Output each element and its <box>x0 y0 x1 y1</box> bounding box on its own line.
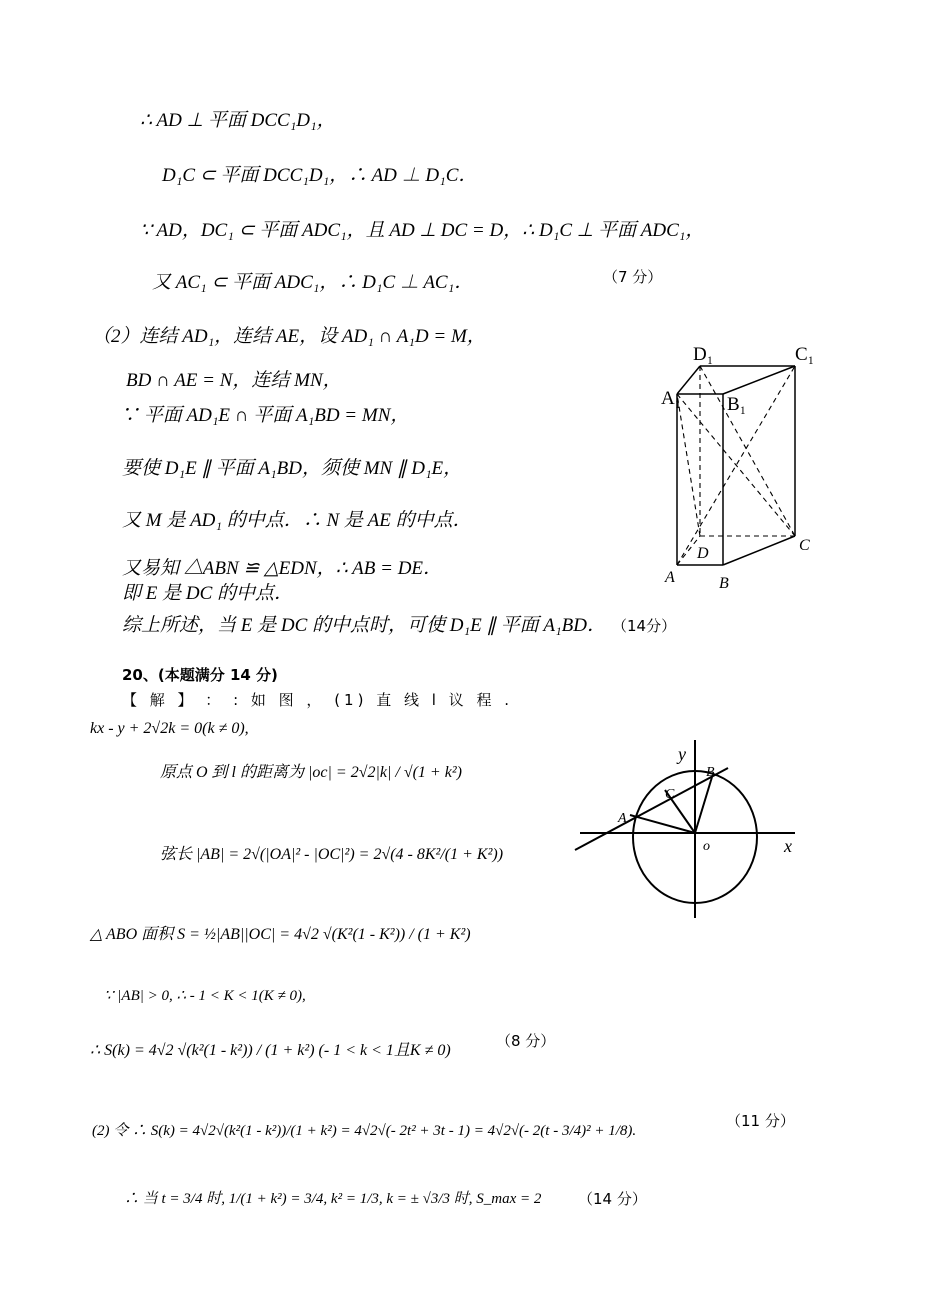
label-B1: B₁ <box>727 394 747 415</box>
score-14a: （14分） <box>612 617 677 635</box>
q20-chord: 弦长 |AB| = 2√(|OA|² - |OC|²) = 2√(4 - 8K²/(1 + K²)) <box>160 846 504 863</box>
q20-final: ∴ 当 t = 3/4 时, 1/(1 + k²) = 3/4, k² = 1/3, k = ± √3/3 时, S_max = 2 <box>124 1191 542 1207</box>
label-y: y <box>678 744 686 764</box>
q20-line-eq: kx - y + 2√2k = 0(k ≠ 0), <box>90 720 249 737</box>
part2-line-5: 又 M 是 AD₁ 的中点．∴ N 是 AE 的中点． <box>122 510 472 531</box>
label-D1: D₁ <box>693 344 714 365</box>
label-cC: C <box>665 787 675 802</box>
part2-line-6: 又易知 △ABN ≌ △EDN，∴ AB = DE． <box>122 558 443 579</box>
prism-figure <box>655 340 825 595</box>
q20-condition: ∵ |AB| > 0, ∴ - 1 < K < 1(K ≠ 0), <box>104 988 306 1004</box>
label-C1: C₁ <box>795 344 815 365</box>
q20-intro: 【 解 】 ： : 如 图 ， (1) 直 线 l 议 程 . <box>122 691 513 709</box>
part2-line-3: ∵ 平面 AD₁E ∩ 平面 A₁BD = MN， <box>120 405 410 426</box>
label-cA: A <box>618 811 627 826</box>
part2-line-2: BD ∩ AE = N，连结 MN， <box>126 370 342 391</box>
label-x: x <box>784 836 792 856</box>
proof-line-1: ∴ AD ⊥ 平面 DCC₁D₁， <box>140 110 336 131</box>
part2-line-1: （2）连结 AD₁，连结 AE，设 AD₁ ∩ A₁D = M， <box>92 326 486 347</box>
label-cB: B <box>706 765 715 780</box>
score-14b: （14 分） <box>578 1190 647 1208</box>
label-A1: A₁ <box>661 388 682 409</box>
proof-line-3: ∵ AD，DC₁ ⊂ 平面 ADC₁，且 AD ⊥ DC = D，∴ D₁C ⊥ 平面 ADC₁， <box>140 220 705 241</box>
score-11: （11 分） <box>726 1112 795 1130</box>
proof-line-2: D₁C ⊂ 平面 DCC₁D₁，∴ AD ⊥ D₁C． <box>162 165 478 186</box>
q20-area: △ ABO 面积 S = ½|AB||OC| = 4√2 √(K²(1 - K²)) / (1 + K²) <box>90 926 471 943</box>
q20-Sk: ∴ S(k) = 4√2 √(k²(1 - k²)) / (1 + k²) (- 1 < k < 1且K ≠ 0) <box>90 1042 451 1059</box>
q20-part2: (2) 令 ∴ S(k) = 4√2√(k²(1 - k²))/(1 + k²) = 4√2√(- 2t² + 3t - 1) = 4√2√(- 2(t - 3/4)² + 1/8). <box>92 1123 637 1139</box>
part2-line-8: 综上所述，当 E 是 DC 的中点时，可使 D₁E ∥ 平面 A₁BD． <box>122 615 606 636</box>
score-8: （8 分） <box>496 1032 556 1050</box>
q20-title: 20、(本题满分 14 分) <box>122 666 278 684</box>
score-7: （7 分） <box>603 268 663 286</box>
label-C: C <box>799 537 810 554</box>
label-o: o <box>703 839 710 854</box>
label-B: B <box>719 575 729 592</box>
circle-figure <box>570 740 810 925</box>
q20-distance: 原点 O 到 l 的距离为 |oc| = 2√2|k| / √(1 + k²) <box>160 764 462 781</box>
part2-line-7: 即 E 是 DC 的中点． <box>122 583 294 604</box>
label-D: D <box>697 545 709 562</box>
part2-line-4: 要使 D₁E ∥ 平面 A₁BD，须使 MN ∥ D₁E， <box>122 458 463 479</box>
label-A: A <box>665 569 675 586</box>
proof-line-4: 又 AC₁ ⊂ 平面 ADC₁，∴ D₁C ⊥ AC₁． <box>152 272 474 293</box>
